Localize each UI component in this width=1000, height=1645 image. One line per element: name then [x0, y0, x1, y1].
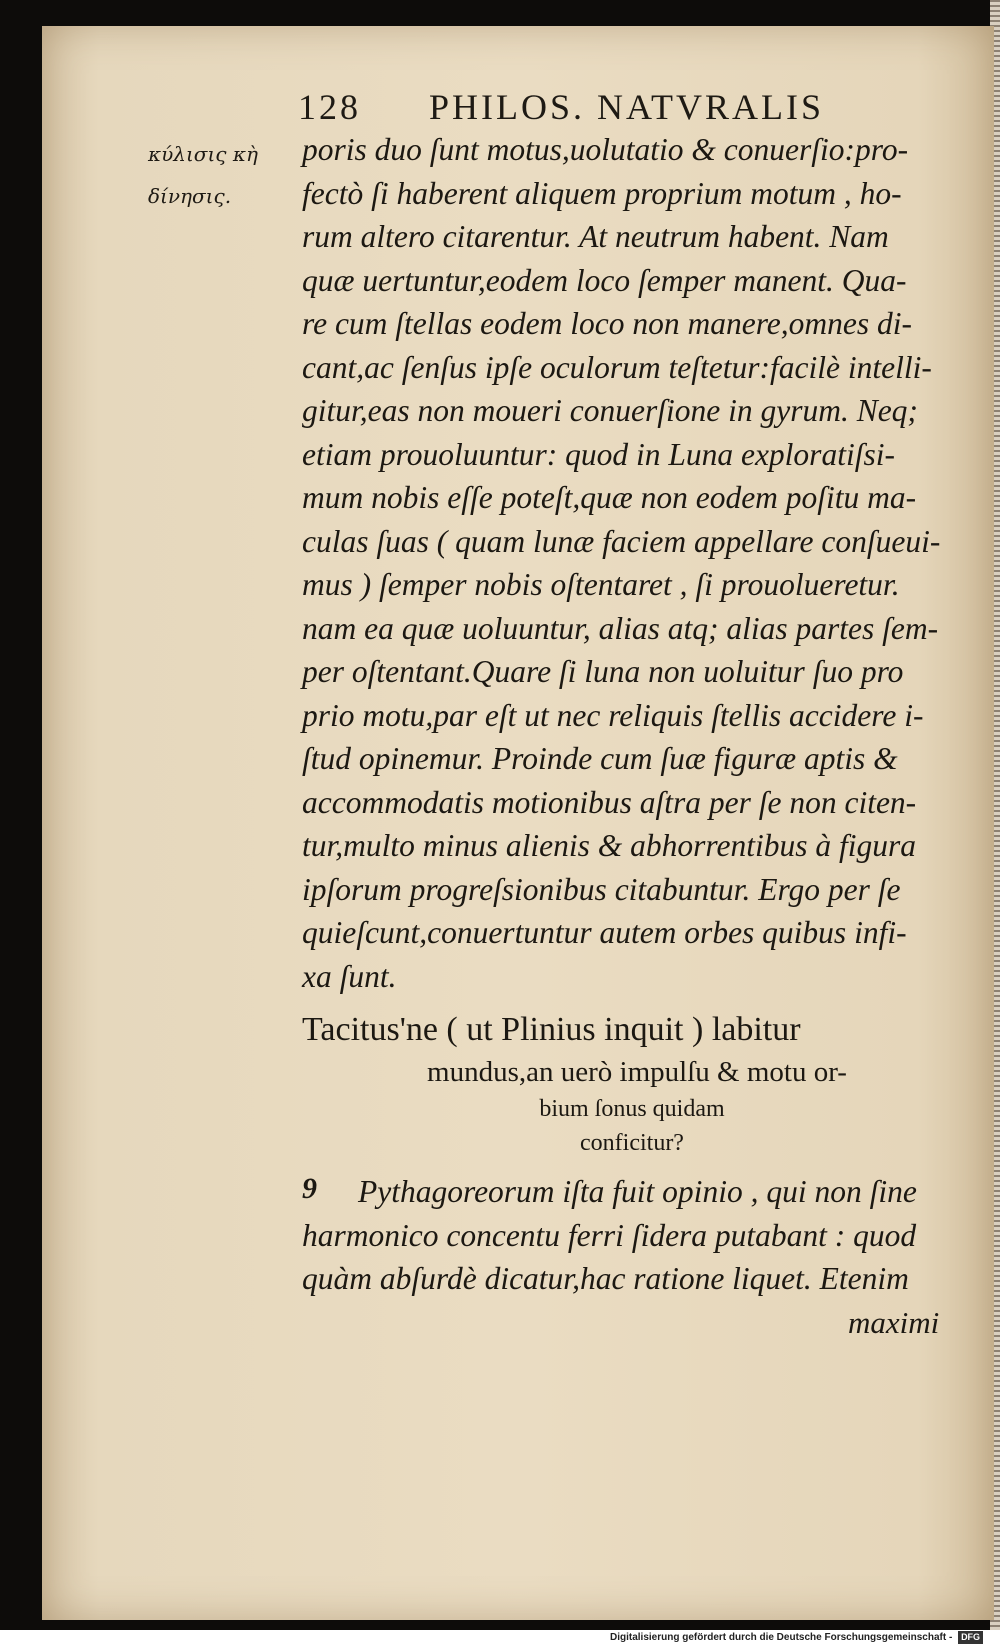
text-line: quæ uertuntur,eodem loco ſemper manent. Qua-: [302, 262, 907, 298]
text-line: re cum ſtellas eodem loco non manere,omnes di-: [302, 306, 913, 341]
text-line: Pythagoreorum iſta fuit opinio , qui non ſine: [358, 1174, 917, 1209]
section-heading: [302, 1008, 962, 1160]
text-line: gitur,eas non moueri conuerſione in gyrum. Neq;: [302, 393, 918, 428]
text-line: cant,ac ſenſus ipſe oculorum teſtetur:facilè intelli-: [302, 349, 932, 385]
digitization-credit: [610, 1630, 983, 1645]
text-line: nam ea quæ uoluuntur, alias atq; alias partes ſem-: [302, 610, 939, 646]
page-number: 128: [298, 87, 361, 127]
text-line: quieſcunt,conuertuntur autem orbes quibus infi-: [302, 915, 907, 950]
credit-text: Digitalisierung gefördert durch die Deutsche Forschungsgemeinschaft -: [610, 1632, 953, 1643]
heading-line: mundus,an uerò impulſu & motu or-: [427, 1056, 847, 1088]
text-line: accommodatis motionibus aſtra per ſe non citen-: [302, 784, 917, 820]
running-title: PHILOS. NATVRALIS: [429, 87, 825, 127]
text-line: culas ſuas ( quam lunæ faciem appellare conſueui-: [302, 523, 941, 559]
section-text: [302, 1170, 962, 1301]
text-line: mum nobis eſſe poteſt,quæ non eodem poſitu ma-: [302, 480, 917, 515]
text-line: ſtud opinemur. Proinde cum ſuæ figuræ aptis &: [302, 741, 898, 776]
margin-note: δίνησις.: [148, 184, 232, 208]
text-line: per oſtentant.Quare ſi luna non uoluitur ſuo pro: [302, 654, 904, 689]
body-text: [302, 128, 962, 998]
dfg-logo: DFG: [958, 1631, 983, 1644]
text-line: prio motu,par eſt ut nec reliquis ſtellis accidere i-: [302, 697, 924, 733]
section-number: 9: [302, 1172, 317, 1205]
text-line: rum altero citarentur. At neutrum habent. Nam: [302, 219, 889, 254]
text-line: mus ) ſemper nobis oſtentaret , ſi prouolueretur.: [302, 567, 900, 602]
heading-line: bium ſonus quidam: [539, 1096, 725, 1122]
heading-line: Tacitus'ne ( ut Plinius inquit ) labitur: [302, 1011, 801, 1048]
running-head: [298, 86, 858, 128]
text-line: fectò ſi haberent aliquem proprium motum , ho-: [302, 175, 902, 211]
text-line: xa ſunt.: [302, 958, 397, 994]
text-line: quàm abſurdè dicatur,hac ratione liquet. Etenim: [302, 1261, 909, 1296]
text-line: etiam prouoluuntur: quod in Luna exploratiſsi-: [302, 436, 895, 472]
heading-line: conficitur?: [580, 1130, 684, 1156]
text-line: harmonico concentu ferri ſidera putabant : quod: [302, 1217, 917, 1253]
catchword: maximi: [848, 1305, 940, 1340]
text-line: tur,multo minus alienis & abhorrentibus à figura: [302, 828, 917, 863]
text-line: poris duo ſunt motus,uolutatio & conuerſio:pro-: [302, 132, 909, 167]
text-line: ipſorum progreſsionibus citabuntur. Ergo per ſe: [302, 871, 901, 907]
margin-note: κύλισις κὴ: [148, 142, 258, 166]
